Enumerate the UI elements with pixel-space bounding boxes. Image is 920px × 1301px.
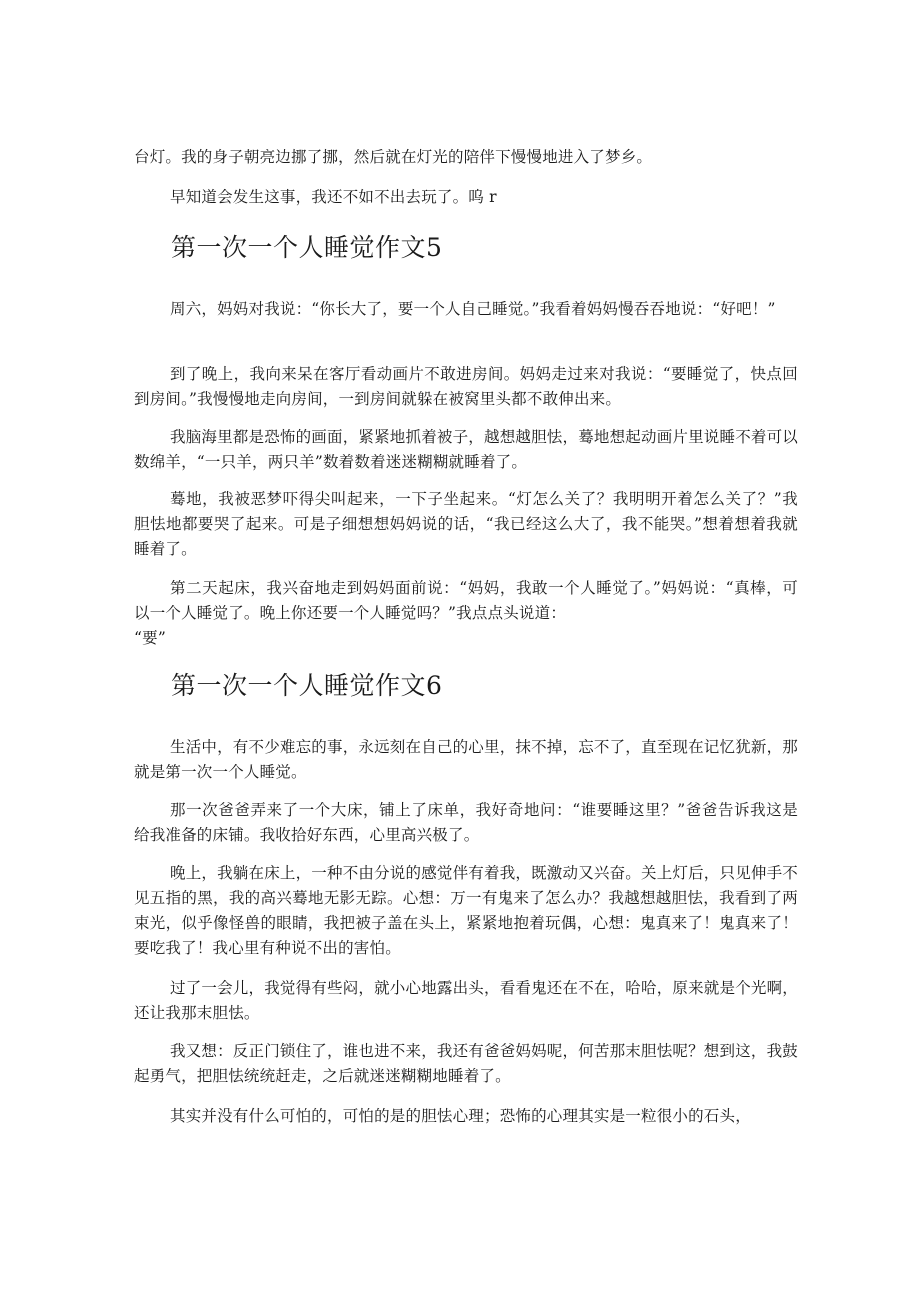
paragraph: 蓦地，我被恶梦吓得尖叫起来，一下子坐起来。“灯怎么关了？我明明开着怎么关了？”我胆怯地都要哭了起来。可是子细想想妈妈说的话，“我已经这么大了，我不能哭。”想着想着我就睡着了。 xyxy=(134,490,798,558)
paragraph: 我脑海里都是恐怖的画面，紧紧地抓着被子，越想越胆怯，蓦地想起动画片里说睡不着可以数绵羊，“一只羊，两只羊”数着数着迷迷糊糊就睡着了。 xyxy=(134,428,799,471)
paragraph: 到了晚上，我向来呆在客厅看动画片不敢进房间。妈妈走过来对我说：“要睡觉了，快点回到房间。”我慢慢地走向房间，一到房间就躲在被窝里头都不敢伸出来。 xyxy=(134,365,798,408)
paragraph: 台灯。我的身子朝亮边挪了挪，然后就在灯光的陪伴下慢慢地进入了梦乡。 xyxy=(134,148,653,166)
paragraph: 生活中，有不少难忘的事，永远刻在自己的心里，抹不掉，忘不了，直至现在记忆犹新，那就是第一次一个人睡觉。 xyxy=(134,738,799,781)
paragraph: 第二天起床，我兴奋地走到妈妈面前说：“妈妈，我敢一个人睡觉了。”妈妈说：“真棒，可以一个人睡觉了。晚上你还要一个人睡觉吗？”我点点头说道： xyxy=(134,579,798,622)
section-heading: 第一次一个人睡觉作文5 xyxy=(171,233,443,262)
paragraph: 过了一会儿，我觉得有些闷，就小心地露出头，看看鬼还在不在，哈哈，原来就是个光啊，还让我那末胆怯。 xyxy=(134,979,799,1022)
paragraph: 我又想：反正门锁住了，谁也进不来，我还有爸爸妈妈呢，何苦那末胆怯呢？想到这，我鼓起勇气，把胆怯统统赶走，之后就迷迷糊糊地睡着了。 xyxy=(134,1042,799,1085)
section-heading: 第一次一个人睡觉作文6 xyxy=(171,671,443,700)
paragraph: 周六，妈妈对我说：“你长大了，要一个人自己睡觉。”我看着妈妈慢吞吞地说：“好吧！” xyxy=(170,300,776,318)
paragraph: 早知道会发生这事，我还不如不出去玩了。呜 r xyxy=(170,188,497,206)
paragraph: 那一次爸爸弄来了一个大床，铺上了床单，我好奇地问：“谁要睡这里？”爸爸告诉我这是给我准备的床铺。我收拾好东西，心里高兴极了。 xyxy=(134,801,798,844)
paragraph: “要” xyxy=(134,629,166,647)
paragraph: 其实并没有什么可怕的，可怕的是的胆怯心理；恐怖的心理其实是一粒很小的石头， xyxy=(170,1107,751,1125)
paragraph: 晚上，我躺在床上，一种不由分说的感觉伴有着我，既激动又兴奋。关上灯后，只见伸手不见五指的黑，我的高兴蓦地无影无踪。心想：万一有鬼来了怎么办？我越想越胆怯，我看到了两束光，似乎像怪兽的眼睛，我把被子盖在头上，紧紧地抱着玩偶，心想：鬼真来了！鬼真来了！要吃我了！我心里有种说不出的害怕。 xyxy=(134,864,799,957)
